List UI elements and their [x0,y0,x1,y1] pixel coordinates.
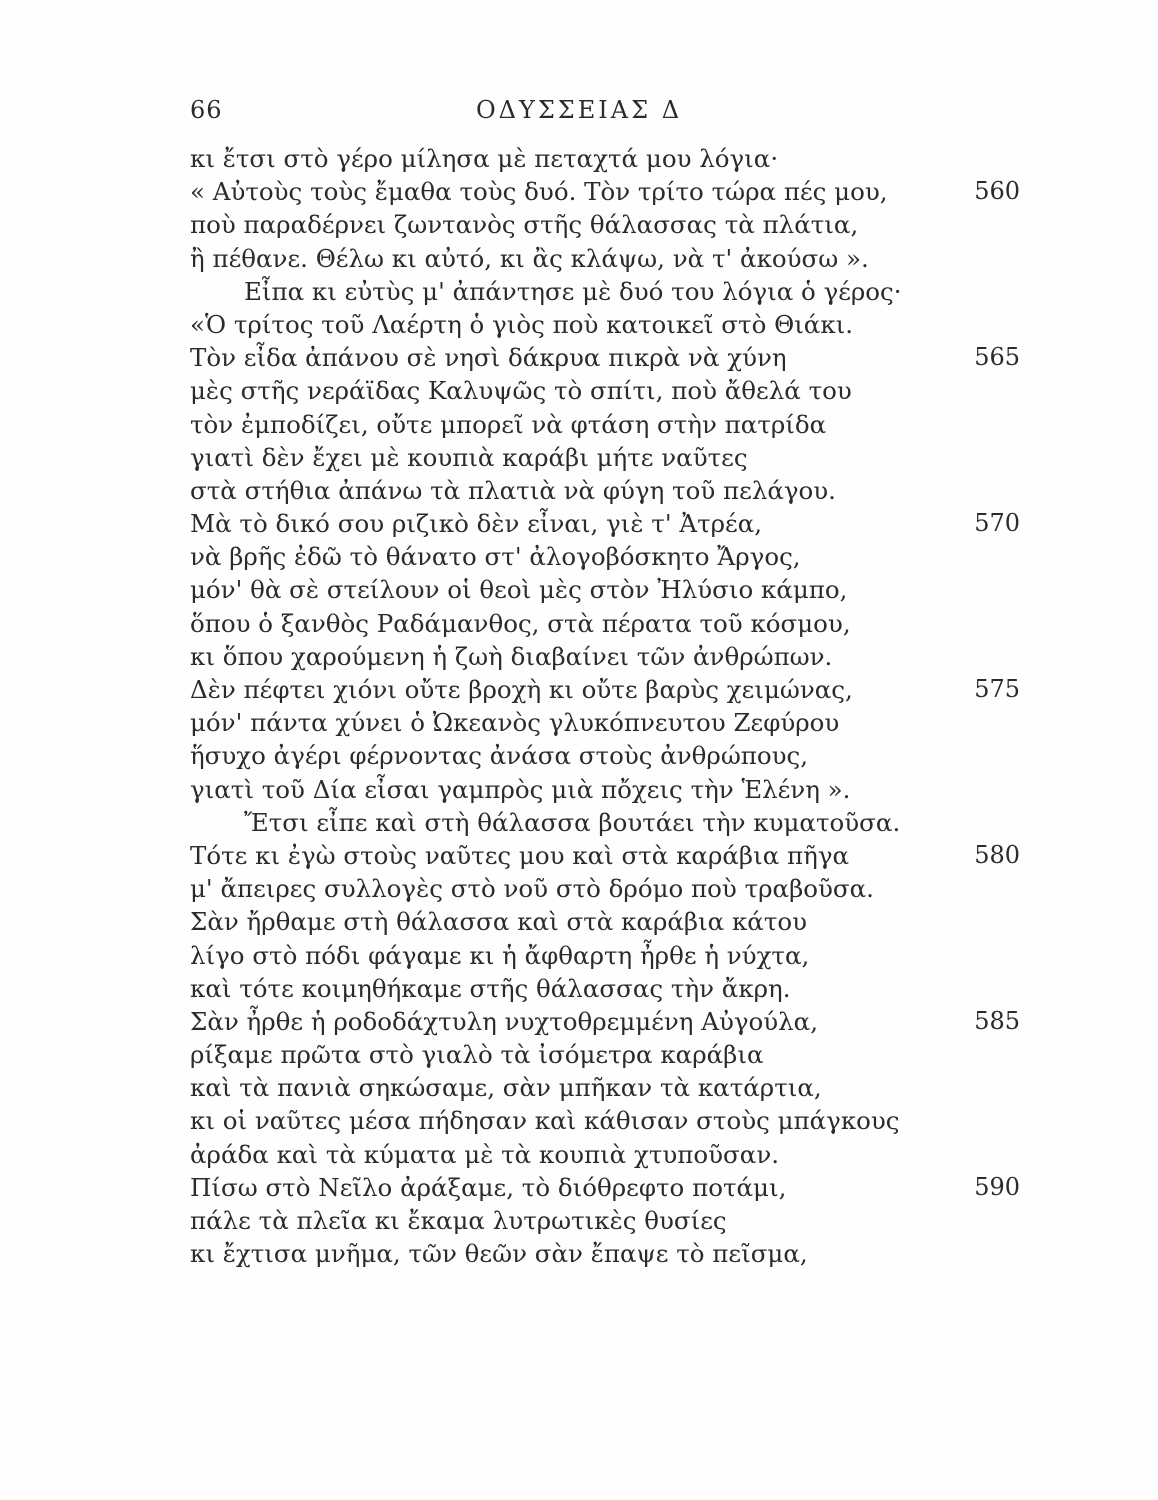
verse-text: πάλε τὰ πλεῖα κι ἔκαμα λυτρωτικὲς θυσίες [190,1206,727,1235]
verse-text: καὶ τὰ πανιὰ σηκώσαμε, σὰν μπῆκαν τὰ κατάρτια, [190,1073,822,1103]
verse-text: μόν' θὰ σὲ στείλουν οἱ θεοὶ μὲς στὸν Ἠλύσιο κάμπο, [190,575,848,605]
verse-line [190,374,1020,407]
verse-text: καὶ τότε κοιμηθήκαμε στῆς θάλασσας τὴν ἄκρη. [190,973,791,1003]
verse-number: 575 [974,675,1020,703]
verse-line [190,573,1020,606]
verse-line [190,1171,1020,1204]
verse-text: ρίξαμε πρῶτα στὸ γιαλὸ τὰ ἰσόμετρα καράβια [190,1040,764,1070]
verse-line [190,1005,1020,1038]
verse-text: Πίσω στὸ Νεῖλο ἀράξαμε, τὸ διόθρεφτο ποτάμι, [190,1172,787,1202]
verse-text: νὰ βρῆς ἐδῶ τὸ θάνατο στ' ἀλογοβόσκητο Ἄργος, [190,542,801,572]
verse-text: μὲς στῆς νεράϊδας Καλυψῶς τὸ σπίτι, ποὺ ἄθελά του [190,376,852,406]
verse-line [190,673,1020,706]
verse-line [190,540,1020,573]
verse-text: κι ὅπου χαρούμενη ἡ ζωὴ διαβαίνει τῶν ἀνθρώπων. [190,641,833,671]
verse-text: μ' ἄπειρες συλλογὲς στὸ νοῦ στὸ δρόμο ποὺ τραβοῦσα. [190,874,874,904]
verse-text: τὸν ἐμποδίζει, οὔτε μπορεῖ νὰ φτάση στὴν πατρίδα [190,409,827,439]
verse-line [190,142,1020,175]
running-title: ΟΔΥΣΣΕΙΑΣ Δ [475,96,683,124]
verse-text: Τὸν εἶδα ἀπάνου σὲ νησὶ δάκρυα πικρὰ νὰ χύνη [190,343,787,373]
verse-text: κι οἱ ναῦτες μέσα πήδησαν καὶ κάθισαν στοὺς μπάγκους [190,1106,900,1136]
verse-text: ποὺ παραδέρνει ζωντανὸς στῆς θάλασσας τὰ πλάτια, [190,210,859,240]
verse-line [190,972,1020,1005]
verse-line [190,706,1020,739]
verse-text: Σὰν ἦρθε ἡ ροδοδάχτυλη νυχτοθρεμμένη Αὐγούλα, [190,1006,818,1036]
verse-text: Δὲν πέφτει χιόνι οὔτε βροχὴ κι οὔτε βαρὺς χειμώνας, [190,675,853,704]
verse-line [190,806,1020,839]
verse-line [190,242,1020,275]
verse-text: ἀράδα καὶ τὰ κύματα μὲ τὰ κουπιὰ χτυποῦσαν. [190,1139,780,1169]
verse-text: ἥσυχο ἀγέρι φέρνοντας ἀνάσα στοὺς ἀνθρώπους, [190,741,809,771]
verse-line [190,175,1020,208]
verse-line [190,507,1020,540]
verse-text: ὅπου ὁ ξανθὸς Ραδάμανθος, στὰ πέρατα τοῦ κόσμου, [190,608,851,638]
poem-body [190,142,1020,1270]
verse-line [190,773,1020,806]
verse-text: Μὰ τὸ δικό σου ριζικὸ δὲν εἶναι, γιὲ τ' Ἀτρέα, [190,509,763,539]
verse-text: Ἔτσι εἶπε καὶ στὴ θάλασσα βουτάει τὴν κυματοῦσα. [244,807,901,837]
verse-number: 585 [974,1006,1020,1035]
verse-text: μόν' πάντα χύνει ὁ Ὠκεανὸς γλυκόπνευτου Ζεφύρου [190,708,840,738]
verse-line [190,939,1020,972]
page-number: 66 [190,96,223,124]
verse-line [190,607,1020,640]
verse-text: κι ἔτσι στὸ γέρο μίλησα μὲ πεταχτά μου λόγια· [190,144,779,173]
verse-line [190,408,1020,441]
verse-text: «Ὁ τρίτος τοῦ Λαέρτη ὁ γιὸς ποὺ κατοικεῖ στὸ Θιάκι. [190,309,854,339]
verse-text: λίγο στὸ πόδι φάγαμε κι ἡ ἄφθαρτη ἦρθε ἡ νύχτα, [190,940,810,970]
verse-line [190,1204,1020,1237]
verse-text: Εἶπα κι εὐτὺς μ' ἀπάντησε μὲ δυό του λόγια ὁ γέρος· [244,276,902,306]
verse-line [190,1138,1020,1171]
verse-text: κι ἔχτισα μνῆμα, τῶν θεῶν σὰν ἔπαψε τὸ πεῖσμα, [190,1239,808,1269]
verse-line [190,441,1020,474]
verse-text: « Αὐτοὺς τοὺς ἔμαθα τοὺς δυό. Τὸν τρίτο τώρα πές μου, [190,177,888,207]
verse-line [190,474,1020,507]
verse-text: γιατὶ τοῦ Δία εἶσαι γαμπρὸς μιὰ πὄχεις τὴν Ἑλένη ». [190,774,851,804]
verse-text: στὰ στήθια ἀπάνω τὰ πλατιὰ νὰ φύγη τοῦ πελάγου. [190,475,836,505]
verse-line [190,1071,1020,1104]
verse-line [190,1104,1020,1137]
verse-line [190,208,1020,241]
verse-line [190,640,1020,673]
verse-number: 570 [974,509,1020,538]
verse-line [190,872,1020,905]
verse-line [190,739,1020,772]
verse-number: 590 [974,1172,1020,1201]
verse-line [190,839,1020,872]
verse-line [190,1038,1020,1071]
verse-number: 565 [974,343,1020,372]
verse-line [190,341,1020,374]
verse-line [190,308,1020,341]
verse-line [190,1237,1020,1270]
verse-line [190,275,1020,308]
verse-number: 560 [974,177,1020,206]
verse-text: γιατὶ δὲν ἔχει μὲ κουπιὰ καράβι μήτε ναῦτες [190,442,748,472]
verse-number: 580 [974,840,1020,869]
verse-text: Σὰν ἤρθαμε στὴ θάλασσα καὶ στὰ καράβια κάτου [190,907,808,937]
verse-text: Τότε κι ἐγὼ στοὺς ναῦτες μου καὶ στὰ καράβια πῆγα [190,840,849,870]
verse-text: ἢ πέθανε. Θέλω κι αὐτό, κι ἂς κλάψω, νὰ τ' ἀκούσω ». [190,243,869,273]
verse-line [190,905,1020,938]
